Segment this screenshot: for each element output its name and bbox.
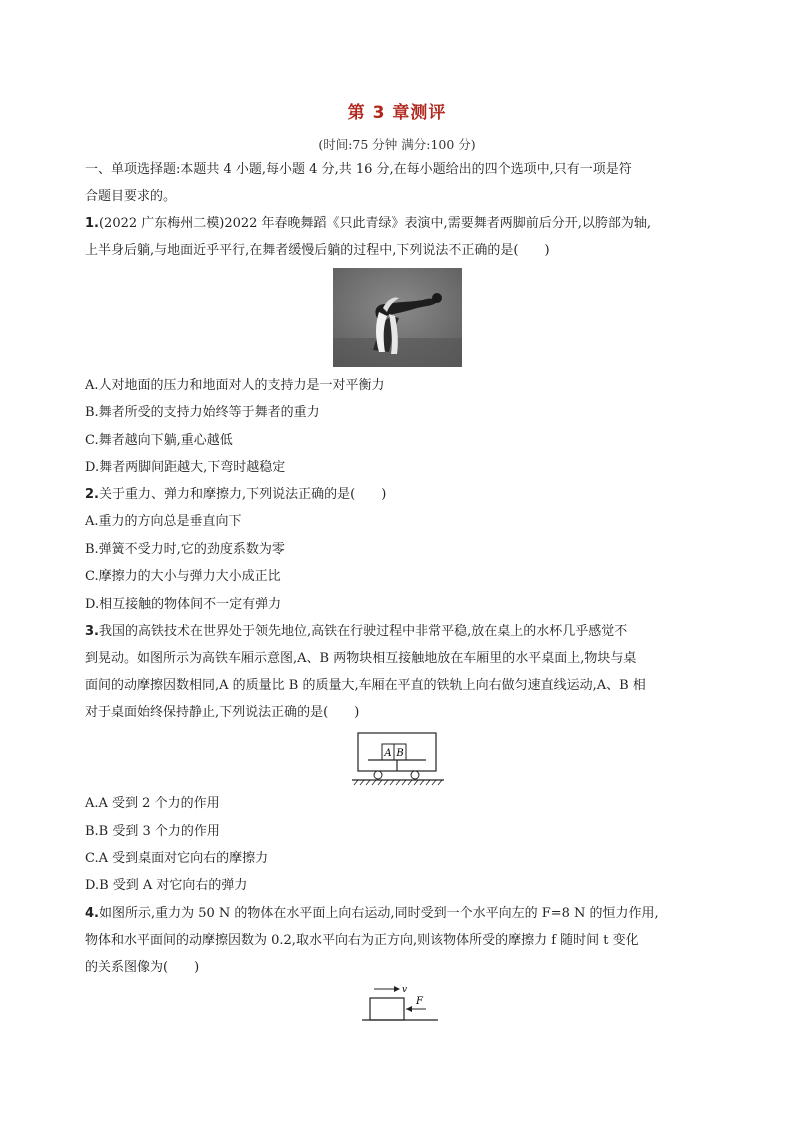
q3-line3: 面间的动摩擦因数相同,A 的质量比 B 的质量大,车厢在平直的铁轨上向右做匀速直线运动,A、B 相 <box>85 678 646 693</box>
q3-option-a[interactable]: A.A 受到 2 个力的作用 <box>85 796 220 811</box>
q2-text-1: 关于重力、弹力和摩擦力,下列说法正确的是( ) <box>98 487 387 502</box>
block-b-label: B <box>396 748 404 759</box>
block-force-diagram <box>360 983 440 1025</box>
q1-option-b[interactable]: B.舞者所受的支持力始终等于舞者的重力 <box>85 405 320 420</box>
q3-option-c[interactable]: C.A 受到桌面对它向右的摩擦力 <box>85 851 269 866</box>
train-carriage-diagram <box>350 730 446 786</box>
q4-line3: 的关系图像为( ) <box>85 960 200 975</box>
q3-option-d[interactable]: D.B 受到 A 对它向右的弹力 <box>85 878 248 893</box>
q3-line4: 对于桌面始终保持静止,下列说法正确的是( ) <box>85 705 360 720</box>
force-label: F <box>416 996 423 1007</box>
ground-hatching <box>354 780 442 785</box>
q4-number: 4. <box>85 906 99 921</box>
q3-line1 <box>85 623 627 641</box>
wheel-right <box>411 771 419 779</box>
dancer-photo <box>333 268 462 367</box>
block <box>370 998 404 1020</box>
q1-option-a[interactable]: A.人对地面的压力和地面对人的支持力是一对平衡力 <box>85 378 385 393</box>
q4-line2: 物体和水平面间的动摩擦因数为 0.2,取水平向右为正方向,则该物体所受的摩擦力 f 随时间 t 变化 <box>85 933 639 948</box>
q2-line1 <box>85 486 386 504</box>
q3-line2: 到晃动。如图所示为高铁车厢示意图,A、B 两物块相互接触地放在车厢里的水平桌面上,物块与桌 <box>85 651 637 666</box>
q3-text-1: 我国的高铁技术在世界处于领先地位,高铁在行驶过程中非常平稳,放在桌上的水杯几乎感觉不 <box>98 624 628 639</box>
section-heading-line2: 合题目要求的。 <box>85 189 177 204</box>
page-title: 第 3 章测评 <box>347 103 447 123</box>
q1-line2: 上半身后躺,与地面近乎平行,在舞者缓慢后躺的过程中,下列说法不正确的是( ) <box>85 243 550 258</box>
q4-line1 <box>85 905 659 923</box>
q1-text-1: (2022 广东梅州二模)2022 年春晚舞蹈《只此青绿》表演中,需要舞者两脚前后分开,以胯部为轴, <box>98 216 651 231</box>
q1-option-d[interactable]: D.舞者两脚间距越大,下弯时越稳定 <box>85 460 286 475</box>
page-subtitle: (时间:75 分钟 满分:100 分) <box>318 137 476 152</box>
velocity-arrowhead <box>394 986 400 992</box>
velocity-label: v <box>402 985 408 995</box>
q3-number: 3. <box>85 624 99 639</box>
section-heading-line1: 一、单项选择题:本题共 4 小题,每小题 4 分,共 16 分,在每小题给出的四个选项中,只有一项是符 <box>85 162 632 177</box>
q2-number: 2. <box>85 487 99 502</box>
q2-option-a[interactable]: A.重力的方向总是垂直向下 <box>85 514 242 529</box>
block-a-label: A <box>384 748 392 759</box>
q2-option-b[interactable]: B.弹簧不受力时,它的劲度系数为零 <box>85 542 285 557</box>
q1-option-c[interactable]: C.舞者越向下躺,重心越低 <box>85 433 233 448</box>
q2-option-d[interactable]: D.相互接触的物体间不一定有弹力 <box>85 597 282 612</box>
q4-text-1: 如图所示,重力为 50 N 的物体在水平面上向右运动,同时受到一个水平向左的 F=8 N 的恒力作用, <box>98 906 659 921</box>
q3-option-b[interactable]: B.B 受到 3 个力的作用 <box>85 824 220 839</box>
q1-line1 <box>85 215 651 233</box>
q2-option-c[interactable]: C.摩擦力的大小与弹力大小成正比 <box>85 569 281 584</box>
q1-number: 1. <box>85 216 99 231</box>
force-arrowhead <box>406 1006 412 1012</box>
wheel-left <box>374 771 382 779</box>
